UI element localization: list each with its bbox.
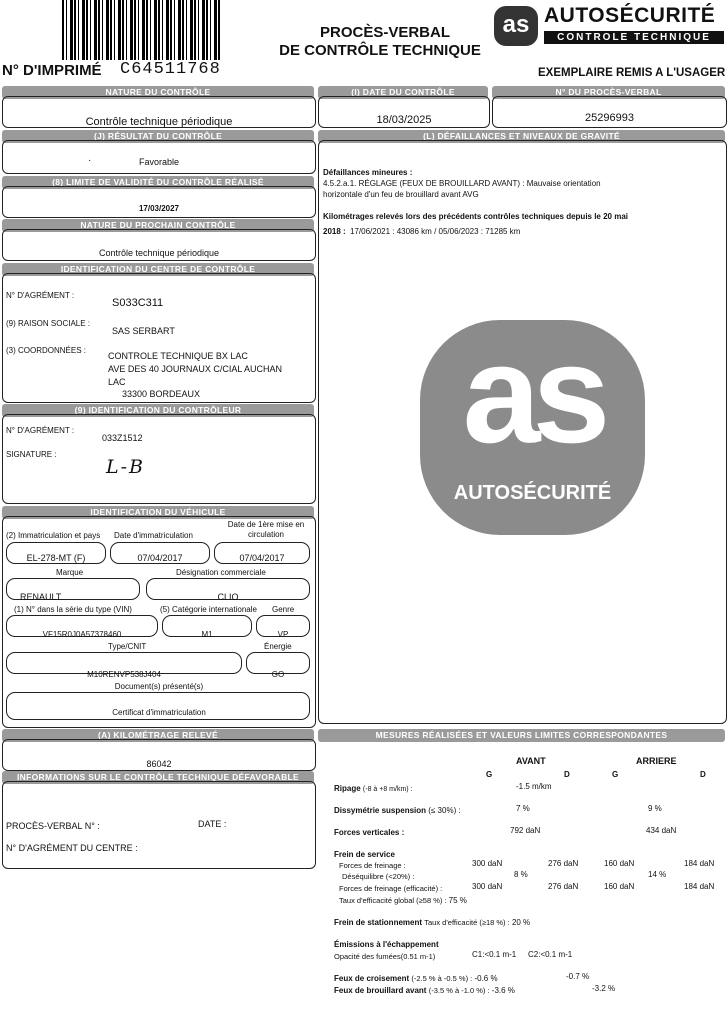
date-immat-label: Date d'immatriculation: [114, 531, 193, 540]
taux-value: 75 %: [448, 896, 467, 905]
date-circ-value: 07/04/2017: [239, 553, 285, 563]
croisement-label: Feux de croisement: [334, 974, 410, 983]
dissym-avant: 7 %: [516, 804, 530, 813]
forces-label: Forces verticales :: [334, 828, 405, 837]
autosecurite-watermark: [420, 315, 645, 540]
vin-label: (1) N° dans la série du type (VIN): [14, 605, 132, 614]
immat-label: (2) Immatriculation et pays: [6, 531, 101, 540]
prochain-header: NATURE DU PROCHAIN CONTRÔLE: [2, 219, 314, 232]
docs-label: Document(s) présenté(s): [114, 682, 204, 691]
validite-box: [2, 186, 316, 218]
opacite-c2: C2:<0.1 m-1: [528, 950, 573, 959]
title-line1: PROCÈS-VERBAL: [319, 24, 450, 41]
date-value: 18/03/2025: [376, 114, 432, 126]
opacite-label: Opacité des fumées(0.51 m-1): [334, 952, 436, 961]
docs-value: Certificat d'immatriculation: [112, 708, 206, 717]
designation-value: CLIO: [217, 592, 239, 602]
mineures-line1: 4.5.2.a.1. RÉGLAGE (FEUX DE BROUILLARD AVANT) : Mauvaise orientation: [323, 179, 601, 188]
barcode: [62, 0, 220, 60]
centre-coord-line4: 33300 BORDEAUX: [122, 389, 201, 399]
dissym-arriere: 9 %: [648, 804, 662, 813]
croisement-g: -0.6 %: [474, 974, 498, 983]
nature-header: NATURE DU CONTRÔLE: [2, 86, 314, 99]
infos-date-label: DATE :: [198, 819, 227, 829]
avant-label: AVANT: [516, 756, 546, 766]
mesures-header: MESURES RÉALISÉES ET VALEURS LIMITES CORRESPONDANTES: [318, 729, 725, 742]
controleur-agrement-value: 033Z1512: [102, 433, 143, 443]
arriere-label: ARRIERE: [636, 756, 677, 766]
categorie-label: (5) Catégorie internationale: [160, 605, 257, 614]
forces-avant: 792 daN: [510, 826, 541, 835]
ripage-value: -1.5 m/km: [516, 782, 552, 791]
freinage-label: Forces de freinage :: [339, 861, 406, 870]
exemplaire-label: EXEMPLAIRE REMIS A L'USAGER: [538, 67, 726, 79]
prochain-value: Contrôle technique périodique: [98, 248, 220, 258]
controleur-agrement-label: N° D'AGRÉMENT :: [6, 426, 75, 435]
eff-rd: 184 daN: [684, 882, 715, 891]
deseq-arriere: 14 %: [648, 870, 667, 879]
date-circ-label: Date de 1ère mise en circulation: [227, 520, 305, 539]
ripage-label: Ripage: [334, 784, 361, 793]
centre-coord-line1: CONTROLE TECHNIQUE BX LAC: [108, 351, 248, 361]
imprime-number: C64511768: [120, 60, 221, 79]
km-header: (A) KILOMÉTRAGE RELEVÉ: [2, 729, 314, 742]
eff-ad: 276 daN: [548, 882, 579, 891]
energie-label: Énergie: [264, 642, 292, 651]
imprime-label: N° D'IMPRIMÉ: [2, 62, 102, 79]
brouillard-label: Feux de brouillard avant: [334, 986, 427, 995]
controleur-header: (9) IDENTIFICATION DU CONTRÔLEUR: [2, 404, 314, 417]
freinage-rd: 184 daN: [684, 859, 715, 868]
resultat-header: (J) RÉSULTAT DU CONTRÔLE: [2, 130, 314, 143]
ripage-limits: (-8 à +8 m/km) :: [362, 786, 413, 793]
brand-subtitle: CONTROLE TECHNIQUE: [544, 31, 724, 44]
frein-title: Frein de service: [334, 850, 395, 859]
vin-value: VF15R0J0A57378460: [42, 630, 122, 639]
croisement-limits: (-2.5 % à -0.5 %) :: [411, 974, 473, 983]
forces-arriere: 434 daN: [646, 826, 677, 835]
title-line2: DE CONTRÔLE TECHNIQUE: [279, 42, 481, 59]
signature-label: SIGNATURE :: [6, 450, 57, 459]
designation-label: Désignation commerciale: [176, 568, 266, 577]
dissym-limits: (≤ 30%) :: [428, 806, 461, 815]
date-immat-value: 07/04/2017: [137, 553, 183, 563]
infos-pv-label: PROCÈS-VERBAL N° :: [6, 821, 100, 831]
arriere-d: D: [700, 770, 706, 779]
eff-rg: 160 daN: [604, 882, 635, 891]
km-history-title: Kilométrages relevés lors des précédents contrôles techniques depuis le 20 mai: [323, 212, 629, 221]
pv-header: N° DU PROCÈS-VERBAL: [492, 86, 725, 99]
immat-value: EL-278-MT (F): [26, 553, 86, 563]
centre-coord-line3: LAC: [108, 377, 126, 387]
km-history-values: 17/06/2021 : 43086 km / 05/06/2023 : 71285 km: [350, 227, 521, 236]
deseq-avant: 8 %: [514, 870, 528, 879]
autosecurite-logo: [494, 4, 726, 48]
centre-raison-label: (9) RAISON SOCIALE :: [6, 319, 91, 328]
genre-value: VP: [277, 630, 289, 639]
defaillances-header: (L) DÉFAILLANCES ET NIVEAUX DE GRAVITÉ: [318, 130, 725, 143]
mineures-line2: horizontale d'un feu de brouillard avant AVG: [323, 190, 479, 199]
centre-coord-label: (3) COORDONNÉES :: [6, 346, 87, 355]
genre-label: Genre: [272, 605, 295, 614]
stationnement-limits: Taux d'efficacité (≥18 %) :: [424, 918, 510, 927]
centre-header: IDENTIFICATION DU CENTRE DE CONTRÔLE: [2, 263, 314, 276]
resultat-bullet: ·: [88, 155, 92, 166]
marque-value: RENAULT: [20, 592, 62, 602]
eff-ag: 300 daN: [472, 882, 503, 891]
eff-label: Forces de freinage (efficacité) :: [339, 884, 443, 893]
deseq-label: Déséquilibre (<20%) :: [342, 872, 415, 881]
watermark-brand: AUTOSÉCURITÉ: [453, 482, 612, 504]
centre-agrement-label: N° D'AGRÉMENT :: [6, 291, 75, 300]
km-value: 86042: [146, 759, 172, 769]
marque-label: Marque: [56, 568, 84, 577]
as-badge-icon: as: [494, 6, 538, 46]
centre-agrement-value: S033C311: [112, 297, 164, 309]
nature-value: Contrôle technique périodique: [85, 116, 233, 128]
validite-header: (8) LIMITE DE VALIDITÉ DU CONTRÔLE RÉALISÉ: [2, 176, 314, 189]
type-value: M10RENVP538J404: [87, 670, 161, 679]
arriere-g: G: [612, 770, 619, 779]
avant-g: G: [486, 770, 493, 779]
brouillard-limits: (-3.5 % à -1.0 %) :: [428, 986, 490, 995]
stationnement-value: 20 %: [511, 918, 531, 927]
signature-mark: L-B: [106, 456, 145, 478]
avant-d: D: [564, 770, 570, 779]
vehicule-header: IDENTIFICATION DU VÉHICULE: [2, 506, 314, 519]
dissym-label: Dissymétrie suspension: [334, 806, 427, 815]
resultat-value: Favorable: [138, 157, 180, 167]
energie-value: GO: [271, 670, 285, 679]
validite-value: 17/03/2027: [138, 204, 180, 213]
brand-name: AUTOSÉCURITÉ: [544, 4, 716, 27]
infos-agrement-label: N° D'AGRÉMENT DU CENTRE :: [6, 843, 138, 853]
brouillard-d: -3.2 %: [592, 984, 616, 993]
opacite-c1: C1:<0.1 m-1: [472, 950, 517, 959]
stationnement-label: Frein de stationnement: [334, 918, 423, 927]
mineures-title: Défaillances mineures :: [323, 168, 413, 177]
centre-raison-value: SAS SERBART: [112, 326, 175, 336]
freinage-ad: 276 daN: [548, 859, 579, 868]
categorie-value: M1: [201, 630, 213, 639]
type-label: Type/CNIT: [108, 642, 147, 651]
infos-header: INFORMATIONS SUR LE CONTRÔLE TECHNIQUE DÉFAVORABLE: [2, 771, 314, 784]
freinage-rg: 160 daN: [604, 859, 635, 868]
brouillard-g: -3.6 %: [491, 986, 515, 995]
emissions-title: Émissions à l'échappement: [334, 940, 439, 949]
pv-value: 25296993: [585, 112, 634, 124]
centre-coord-line2: AVE DES 40 JOURNAUX C/CIAL AUCHAN: [108, 364, 283, 374]
watermark-letters: as: [462, 315, 603, 472]
date-header: (I) DATE DU CONTRÔLE: [318, 86, 488, 99]
croisement-d: -0.7 %: [566, 972, 590, 981]
km-history-year: 2018 :: [323, 227, 346, 236]
freinage-ag: 300 daN: [472, 859, 503, 868]
taux-label: Taux d'efficacité global (≥58 %) :: [339, 896, 447, 905]
